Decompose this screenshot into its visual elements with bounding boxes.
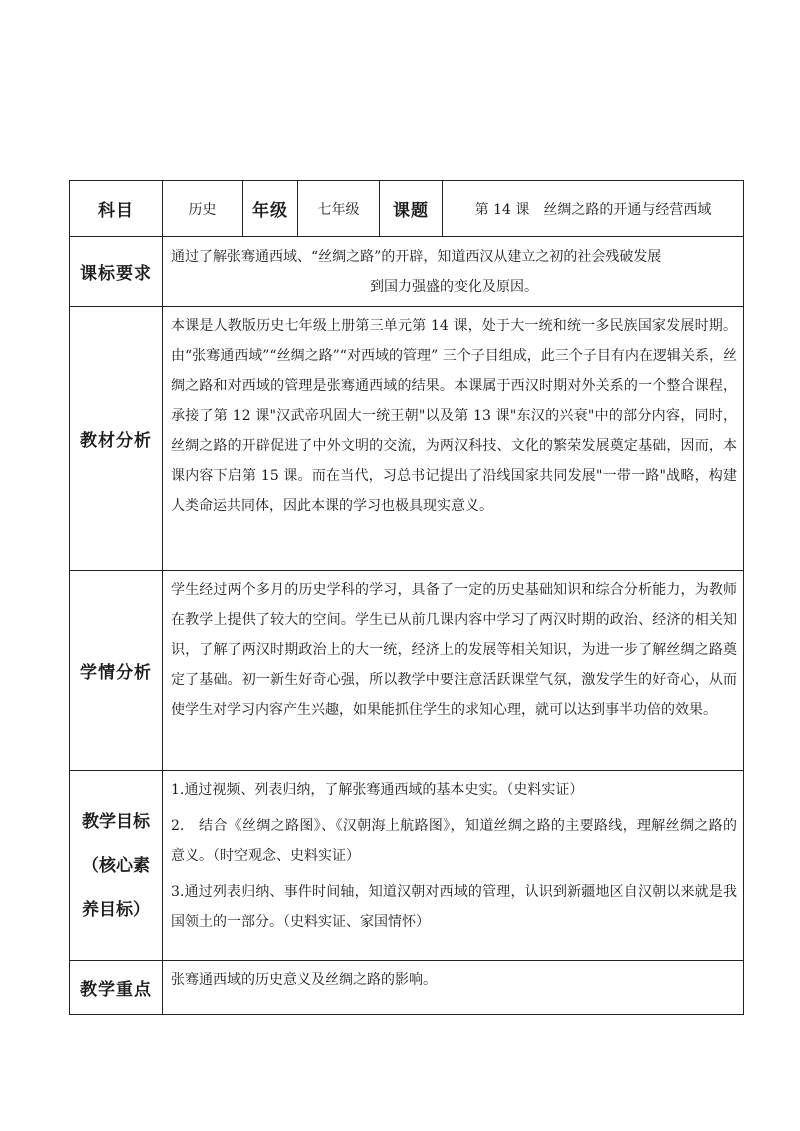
goals-label-line2: （核心素 (82, 855, 150, 876)
students-text: 学生经过两个多月的历史学科的学习，具备了一定的历史基础知识和综合分析能力，为教师在教学上提供了较大的空间。学生已从前几课内容中学习了两汉时期的政治、经济的相关知识，了解了两汉时期政治上的大一统，经济上的发展等相关知识，为进一步了解丝绸之路奠定了基础。初一新生好奇心强，所以教学中要注意活跃课堂气氛，激发学生的好奇心，从而使学生对学习内容产生兴趣，如果能抓住学生的求知心理，就可以达到事半功倍的效果。 (171, 582, 737, 718)
subject-value: 历史 (163, 181, 243, 237)
curriculum-cell (163, 237, 744, 307)
goal-item-3: 3.通过列表归纳、事件时间轴，知道汉朝对西域的管理，认识到新疆地区自汉朝以来就是我国领土的一部分。（史料实证、家国情怀） (171, 884, 737, 930)
students-label: 学情分析 (70, 571, 163, 771)
key-points-row (70, 961, 744, 1015)
textbook-cell (163, 307, 744, 571)
curriculum-text-line2: 到国力强盛的变化及原因。 (370, 278, 538, 295)
key-points-text: 张骞通西域的历史意义及丝绸之路的影响。 (171, 972, 437, 988)
header-row (70, 181, 744, 237)
textbook-text: 本课是人教版历史七年级上册第三单元第 14 课，处于大一统和统一多民族国家发展时期。由“张骞通西域”“丝绸之路”“对西域的管理” 三个子目组成，此三个子目有内在逻辑关系，丝绸之路和对西域的管理是张骞通西域的结果。本课属于西汉时期对外关系的一个整合课程，承接了第 12 课"汉武帝巩固大一统王朝"以及第 13 课"东汉的兴衰"中的部分内容，同时，丝绸之路的开辟促进了中外文明的交流，为两汉科技、文化的繁荣发展奠定基础，因而，本课内容下启第 15 课。而在当代，习总书记提出了沿线国家共同发展"一带一路"战略，构建人类命运共同体，因此本课的学习也极具现实意义。 (171, 318, 737, 514)
goal-item-2: 2. 结合《丝绸之路图》、《汉朝海上航路图》，知道丝绸之路的主要路线，理解丝绸之路的意义。（时空观念、史料实证） (171, 818, 737, 864)
curriculum-row (70, 237, 744, 307)
key-points-label: 教学重点 (70, 961, 163, 1015)
textbook-row (70, 307, 744, 571)
students-row (70, 571, 744, 771)
goals-label-cell (70, 771, 163, 961)
lesson-plan-table (69, 180, 744, 1015)
topic-value: 第 14 课 丝绸之路的开通与经营西域 (443, 181, 744, 237)
grade-label: 年级 (243, 181, 298, 237)
goal-item-1: 1.通过视频、列表归纳，了解张骞通西域的基本史实。（史料实证） (171, 782, 584, 798)
students-cell (163, 571, 744, 771)
subject-label: 科目 (70, 181, 163, 237)
key-points-cell (163, 961, 744, 1015)
grade-value: 七年级 (298, 181, 380, 237)
topic-label: 课题 (380, 181, 443, 237)
goals-row (70, 771, 744, 961)
goals-label-line3: 养目标） (82, 899, 150, 920)
textbook-label: 教材分析 (70, 307, 163, 571)
goals-cell (163, 771, 744, 961)
goals-label-line1: 教学目标 (82, 811, 150, 832)
curriculum-text-line1: 通过了解张骞通西域、“丝绸之路”的开辟，知道西汉从建立之初的社会残破发展 (171, 248, 662, 265)
curriculum-label: 课标要求 (70, 237, 163, 307)
